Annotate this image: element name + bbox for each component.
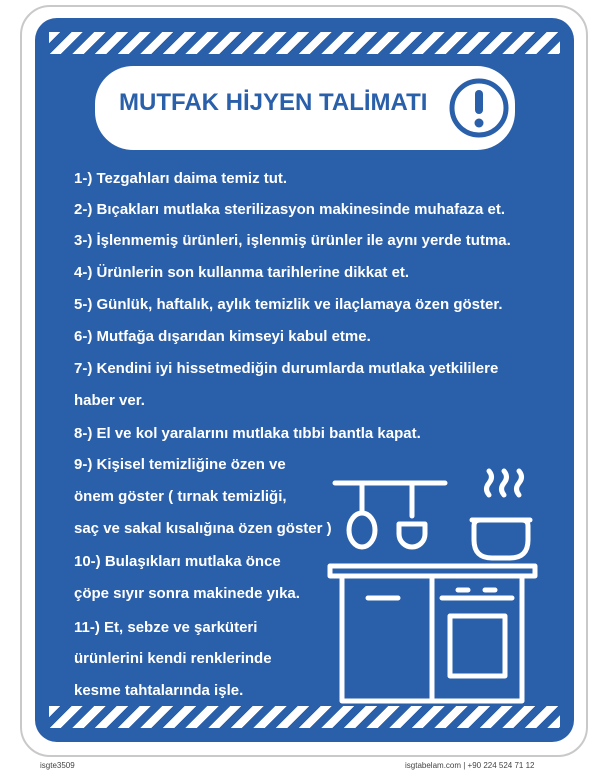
rule-2-line-1: 2-) Bıçakları mutlaka sterilizasyon makinesinde muhafaza et. [74,201,506,218]
rule-6-line-1: 6-) Mutfağa dışarıdan kimseyi kabul etme. [74,328,371,345]
footer-contact: isgtabelam.com | +90 224 524 71 12 [405,761,535,770]
bottom-stripe-border [49,706,560,728]
rule-8-line-1: 8-) El ve kol yaralarını mutlaka tıbbi bantla kapat. [74,425,421,442]
sign-title: MUTFAK HİJYEN TALİMATI [119,89,428,116]
rule-4-line-1: 4-) Ürünlerin son kullanma tarihlerine dikkat et. [74,264,410,281]
rule-10-line-1: 10-) Bulaşıkları mutlaka önce [74,553,281,570]
rule-10-line-2: çöpe sıyır sonra makinede yıka. [74,585,300,602]
rule-9-line-3: saç ve sakal kısalığına özen göster ) [74,520,332,537]
rule-5-line-1: 5-) Günlük, haftalık, aylık temizlik ve ilaçlamaya özen göster. [74,296,503,313]
product-code: isgte3509 [40,761,75,770]
title-box [95,66,515,150]
top-stripe-border [49,32,560,54]
rule-11-line-3: kesme tahtalarında işle. [74,682,244,699]
sign-panel [35,18,574,742]
rule-1-line-1: 1-) Tezgahları daima temiz tut. [74,170,288,187]
rule-11-line-1: 11-) Et, sebze ve şarküteri [74,619,258,636]
rule-3-line-1: 3-) İşlenmemiş ürünleri, işlenmiş ürünler ile aynı yerde tutma. [74,232,511,249]
rule-7-line-1: 7-) Kendini iyi hissetmediğin durumlarda mutlaka yetkililere [74,360,499,377]
rule-9-line-1: 9-) Kişisel temizliğine özen ve [74,456,286,473]
alert-exclamation-icon [447,76,511,140]
rule-11-line-2: ürünlerini kendi renklerinde [74,650,272,667]
kitchen-icon [300,468,555,708]
rule-9-line-2: önem göster ( tırnak temizliği, [74,488,287,505]
rule-7-line-2: haber ver. [74,392,145,409]
